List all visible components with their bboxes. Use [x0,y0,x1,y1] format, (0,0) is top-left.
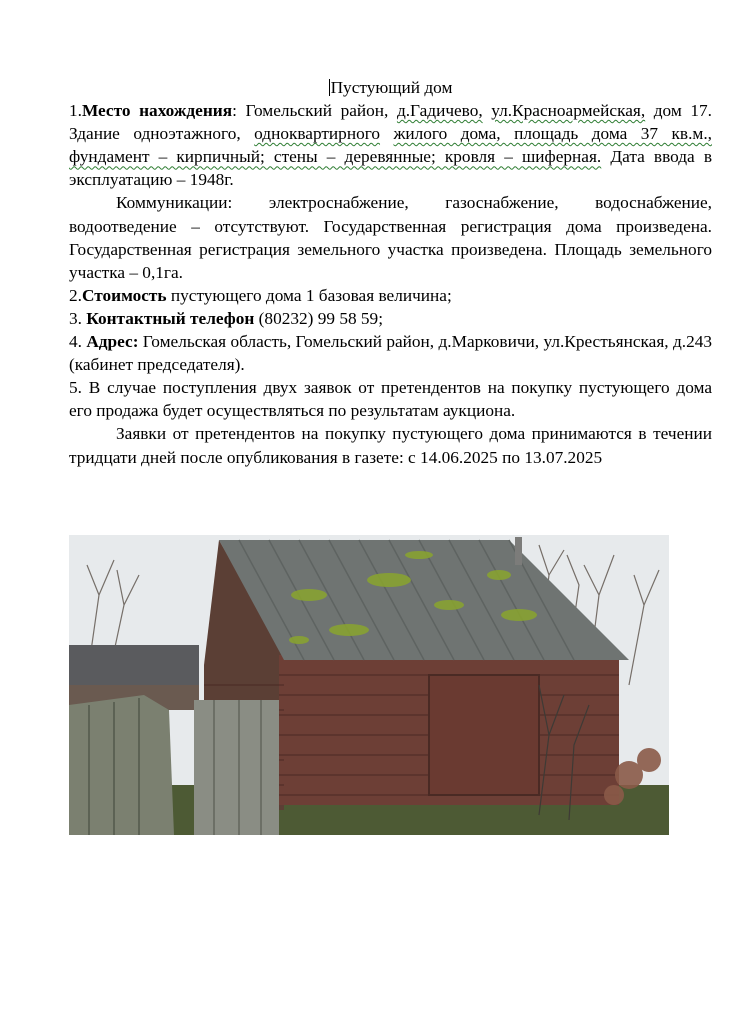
phone-label: Контактный телефон [86,308,255,328]
house-photo [69,535,669,835]
location-label: Место нахождения [81,101,233,121]
street-name: ул.Красноармейская, [491,101,646,121]
village-name: д.Гадичево, [396,101,483,121]
price-label: Стоимость [81,285,167,305]
building-description: жилого дома, площадь дома 37 кв.м., фундамент – кирпичный; стены – деревянные; кровля – шиферная. [69,124,712,167]
address-label: Адрес: [86,332,139,352]
paragraph-location: 1.Место нахождения: Гомельский район, д.Гадичево, ул.Красноармейская, дом 17. Здание одноэтажного, одноквартирного жилого дома, площадь дома 37 кв.м., фундамент – кирпичный; стены – деревянные; кровля – шиферная. Дата ввода в эксплуатацию – 1948г. [69,101,713,190]
document-title: Пустующий дом [330,78,453,97]
paragraph-auction: 5. В случае поступления двух заявок от претендентов на покупку пустующего дома его продажа будет осуществляться по результатам аукциона. [69,378,712,421]
document-body [69,76,712,469]
text-cursor [329,79,330,96]
paragraph-communications: Коммуникации: электроснабжение, газоснабжение, водоснабжение, водоотведение – отсутствуют. Государственная регистрация дома произведена. Государственная регистрация земельного участка произведена. Площадь земельного участка – 0,1га. [69,193,712,282]
paragraph-price: 2.Стоимость пустующего дома 1 базовая величина; [69,285,452,305]
paragraph-phone: 3. Контактный телефон (80232) 99 58 59; [69,308,383,328]
phone-number: (80232) 99 58 59; [254,308,383,328]
paragraph-applications: Заявки от претендентов на покупку пустующего дома принимаются в течении тридцати дней после опубликования в газете: с 14.06.2025 по 13.07.2025 [69,424,712,467]
paragraph-address: 4. Адрес: Гомельская область, Гомельский район, д.Марковичи, ул.Крестьянская, д.243 (кабинет председателя). [69,332,712,375]
